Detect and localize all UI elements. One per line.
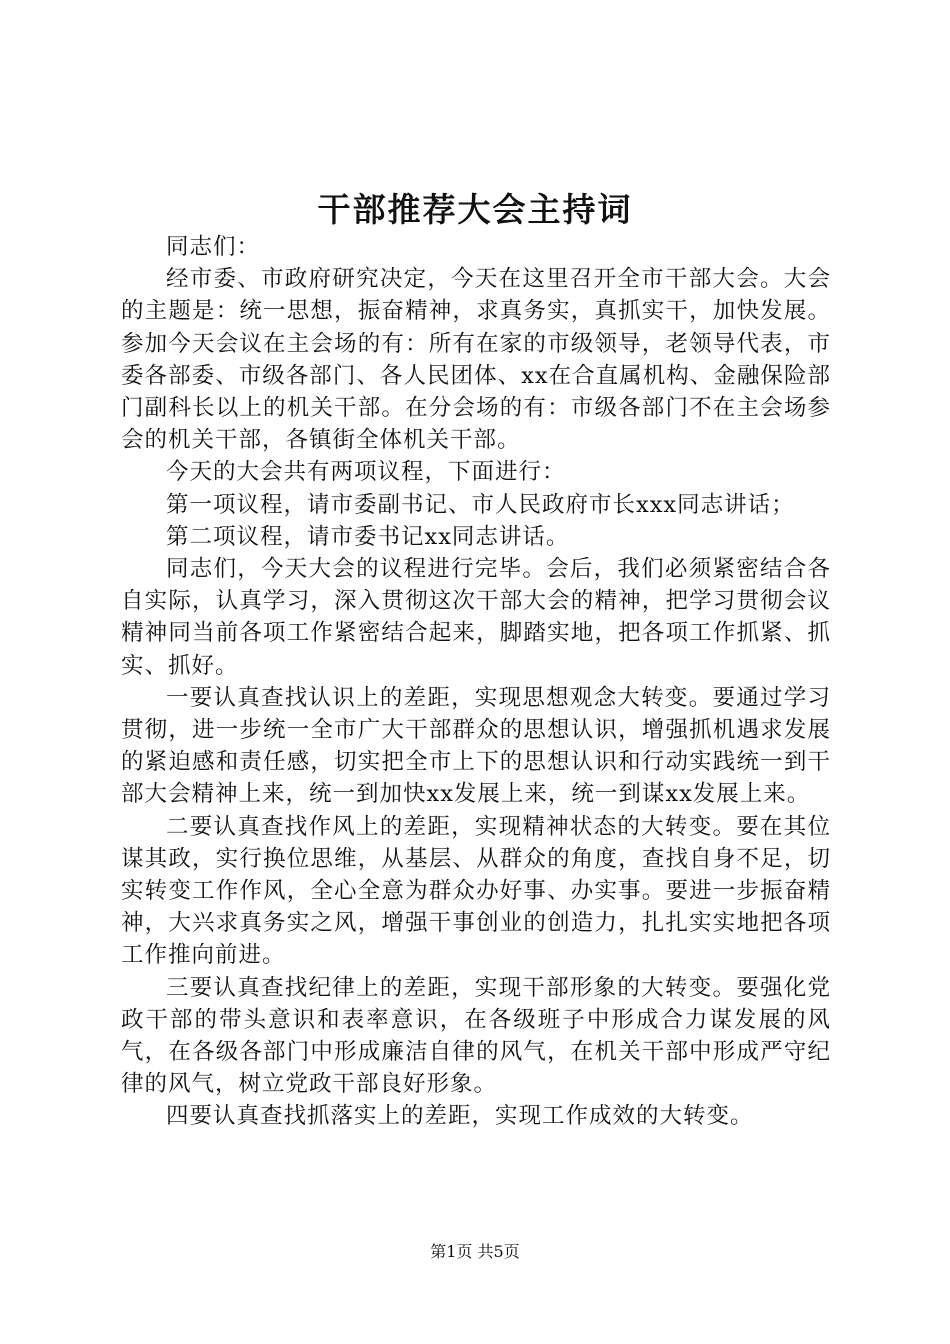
paragraph-meeting-intro: 经市委、市政府研究决定，今天在这里召开全市干部大会。大会的主题是：统一思想，振奋精神，求真务实，真抓实干，加快发展。参加今天会议在主会场的有：所有在家的市级领导，老领导代表，市委各部委、市级各部门、各人民团体、xx在合直属机构、金融保险部门副科长以上的机关干部。在分会场的有：市级各部门不在主会场参会的机关干部，各镇街全体机关干部。 [121, 266, 831, 454]
document-body [121, 231, 831, 1133]
paragraph-point-1: 一要认真查找认识上的差距，实现思想观念大转变。要通过学习贯彻，进一步统一全市广大干部群众的思想认识，增强抓机遇求发展的紧迫感和责任感，切实把全市上下的思想认识和行动实践统一到干部大会精神上来，统一到加快xx发展上来，统一到谋xx发展上来。 [121, 684, 831, 808]
paragraph-agenda-item-2: 第二项议程，请市委书记xx同志讲话。 [166, 523, 570, 550]
paragraph-agenda-intro: 今天的大会共有两项议程，下面进行： [166, 459, 566, 486]
document-title: 干部推荐大会主持词 [317, 190, 633, 229]
page-number-footer: 第1页 共5页 [430, 1242, 520, 1261]
paragraph-point-4: 四要认真查找抓落实上的差距，实现工作成效的大转变。 [166, 1103, 754, 1130]
paragraph-greeting: 同志们： [166, 234, 261, 260]
paragraph-point-3: 三要认真查找纪律上的差距，实现干部形象的大转变。要强化党政干部的带头意识和表率意识，在各级班子中形成合力谋发展的风气，在各级各部门中形成廉洁自律的风气，在机关干部中形成严守纪律的风气，树立党政干部良好形象。 [121, 974, 831, 1098]
paragraph-closing-remarks: 同志们，今天大会的议程进行完毕。会后，我们必须紧密结合各自实际，认真学习，深入贯彻这次干部大会的精神，把学习贯彻会议精神同当前各项工作紧密结合起来，脚踏实地，把各项工作抓紧、抓实、抓好。 [121, 556, 831, 679]
paragraph-agenda-item-1: 第一项议程，请市委副书记、市人民政府市长xxx同志讲话； [166, 491, 795, 518]
paragraph-point-2: 二要认真查找作风上的差距，实现精神状态的大转变。要在其位谋其政，实行换位思维，从基层、从群众的角度，查找自身不足，切实转变工作作风，全心全意为群众办好事、办实事。要进一步振奋精神，大兴求真务实之风，增强干事创业的创造力，扎扎实实地把各项工作推向前进。 [121, 813, 831, 969]
